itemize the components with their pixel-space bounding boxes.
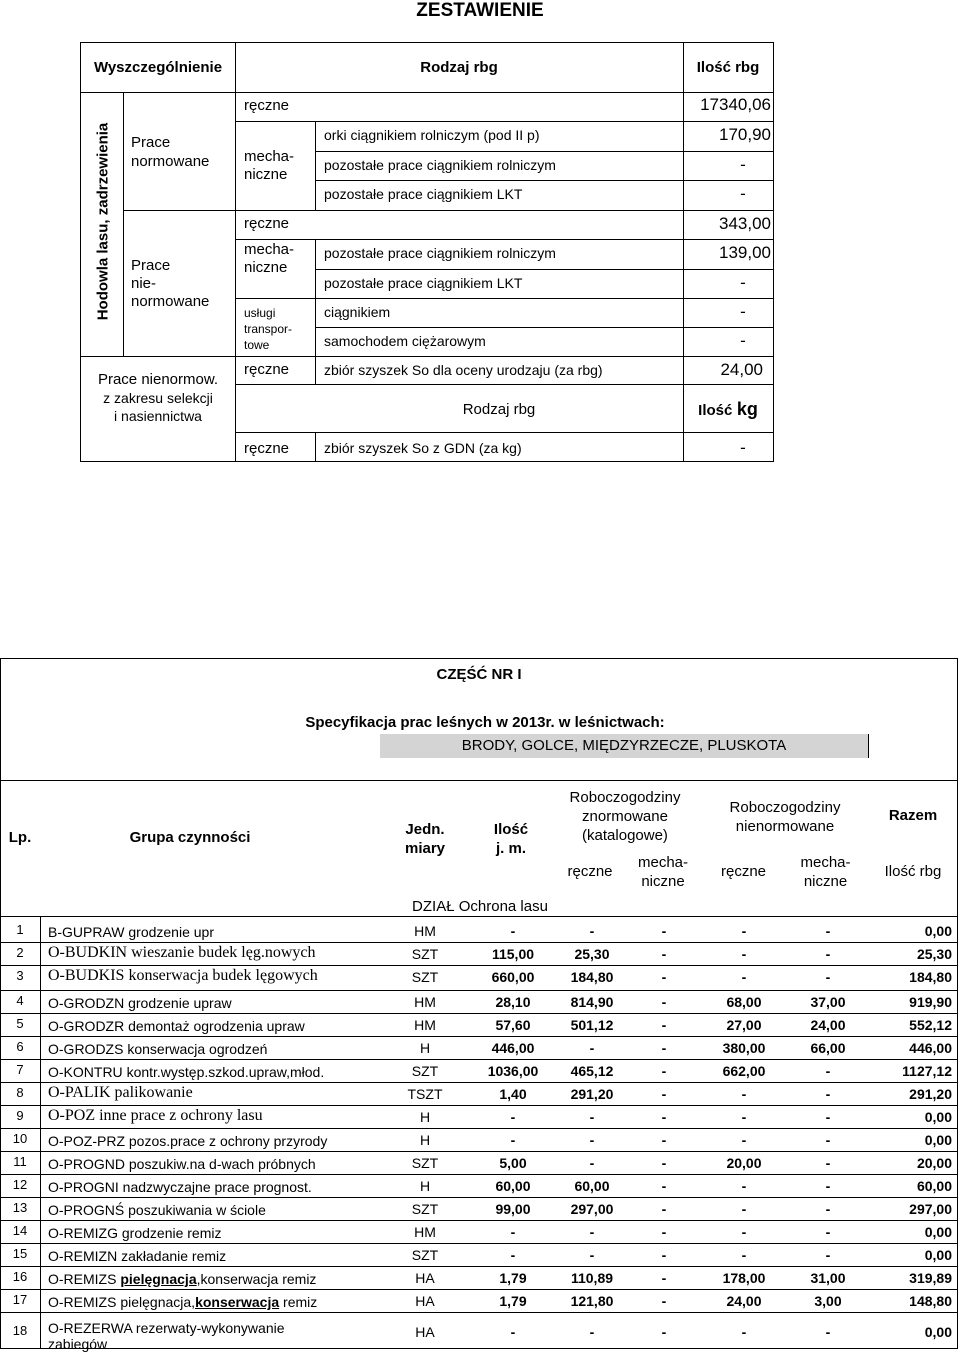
activity-desc: grodzenie upr bbox=[128, 924, 214, 940]
activity-desc: rezerwaty-wykonywanie bbox=[135, 1320, 285, 1336]
activity-desc: poszukiwania w ściole bbox=[128, 1202, 266, 1218]
row-lp: 12 bbox=[12, 1177, 28, 1192]
row-unit: HA bbox=[415, 1324, 435, 1340]
row-total: 319,89 bbox=[909, 1270, 952, 1286]
row-nienorm-reczne: 178,00 bbox=[722, 1270, 766, 1286]
row-norm-reczne: - bbox=[589, 1224, 595, 1240]
row-activity bbox=[48, 1064, 324, 1080]
label-reczne-1: ręczne bbox=[244, 97, 290, 114]
row-nienorm-reczne: 662,00 bbox=[722, 1063, 766, 1079]
places-bar: BRODY, GOLCE, MIĘDZYRZECZE, PLUSKOTA bbox=[380, 734, 869, 758]
row-total: 0,00 bbox=[924, 1247, 952, 1263]
row-nienorm-reczne: - bbox=[741, 1247, 747, 1263]
row-total: 0,00 bbox=[924, 1224, 952, 1240]
row-lp: 8 bbox=[16, 1085, 24, 1100]
row-lp: 7 bbox=[16, 1062, 24, 1077]
header-ilosc-jm: Ilość j. m. bbox=[493, 821, 529, 857]
row-qty: - bbox=[510, 1247, 516, 1263]
row-nienorm-mech: - bbox=[825, 946, 831, 962]
label-mech-2: mecha- niczne bbox=[244, 241, 295, 276]
row-lp: 14 bbox=[12, 1223, 28, 1238]
row-nienorm-mech: 66,00 bbox=[810, 1040, 846, 1056]
row-divider bbox=[0, 1082, 958, 1083]
row-norm-mech: - bbox=[661, 1224, 667, 1240]
spec-line: Specyfikacja prac leśnych w 2013r. w leśnictwach: bbox=[305, 714, 665, 731]
activity-desc: pielęgnacja, bbox=[120, 1294, 196, 1310]
sub-header-ilosc-kg: Ilość kg bbox=[698, 399, 758, 419]
activity-desc: kontr.występ.szkod.upraw,młod. bbox=[126, 1064, 325, 1080]
row-norm-reczne: - bbox=[589, 1040, 595, 1056]
row-total: 20,00 bbox=[916, 1155, 952, 1171]
row-unit: SZT bbox=[411, 1063, 439, 1079]
row-lp: 15 bbox=[12, 1246, 28, 1261]
page-title: ZESTAWIENIE bbox=[416, 0, 544, 21]
row-lp: 17 bbox=[12, 1292, 28, 1307]
activity-desc: poszukiw.na d-wach próbnych bbox=[128, 1156, 316, 1172]
row-value: - bbox=[740, 302, 746, 321]
row-norm-mech: - bbox=[661, 1155, 667, 1171]
activity-code: O-GRODZR bbox=[48, 1018, 125, 1034]
group-nienormowane: Prace nie- normowane bbox=[131, 257, 210, 310]
row-nienorm-reczne: 380,00 bbox=[722, 1040, 766, 1056]
row-norm-reczne: 814,90 bbox=[570, 994, 614, 1010]
row-unit: HM bbox=[414, 1017, 436, 1033]
row-norm-mech: - bbox=[661, 969, 667, 985]
row-divider bbox=[0, 1174, 958, 1175]
group-normowane: Prace normowane bbox=[131, 134, 210, 170]
row-unit: H bbox=[419, 1178, 431, 1194]
header-jedn: Jedn. miary bbox=[404, 821, 446, 857]
row-label: pozostałe prace ciągnikiem rolniczym bbox=[324, 157, 556, 173]
row-activity bbox=[48, 1202, 266, 1218]
label-reczne-4: ręczne bbox=[244, 440, 290, 457]
row-unit: SZT bbox=[411, 969, 439, 985]
row-lp: 6 bbox=[16, 1039, 24, 1054]
row-norm-mech: - bbox=[661, 1040, 667, 1056]
row-norm-mech: - bbox=[661, 1178, 667, 1194]
row-qty: 57,60 bbox=[495, 1017, 531, 1033]
activity-desc: demontaż ogrodzenia upraw bbox=[128, 1018, 305, 1034]
row-label: zbiór szyszek So dla oceny urodzaju (za rbg) bbox=[324, 362, 603, 378]
row-qty: 5,00 bbox=[499, 1155, 527, 1171]
row-divider bbox=[0, 1197, 958, 1198]
row-nienorm-mech: - bbox=[825, 1086, 831, 1102]
activity-code: O-GRODZS bbox=[48, 1041, 124, 1057]
row-norm-mech: - bbox=[661, 1247, 667, 1263]
activity-code: O-PALIK bbox=[48, 1084, 111, 1101]
row-lp: 18 bbox=[12, 1323, 28, 1338]
row-total: 297,00 bbox=[909, 1201, 952, 1217]
activity-code: O-REMIZG bbox=[48, 1225, 118, 1241]
row-nienorm-reczne: - bbox=[741, 1109, 747, 1125]
row-nienorm-reczne: 68,00 bbox=[726, 994, 762, 1010]
row-total: 552,12 bbox=[909, 1017, 952, 1033]
row-norm-mech: - bbox=[661, 1324, 667, 1340]
row-nienorm-reczne: 27,00 bbox=[726, 1017, 762, 1033]
row-nienorm-mech: - bbox=[825, 1201, 831, 1217]
label-mech-1: mecha- niczne bbox=[244, 148, 295, 183]
activity-code: O-PROGNŚ bbox=[48, 1202, 125, 1218]
row-total: 0,00 bbox=[924, 1324, 952, 1340]
row-activity bbox=[48, 944, 316, 962]
row-norm-reczne: 465,12 bbox=[570, 1063, 614, 1079]
activity-desc: zakładanie remiz bbox=[121, 1248, 227, 1264]
row-nienorm-mech: 31,00 bbox=[810, 1270, 846, 1286]
row-unit: HM bbox=[414, 1224, 436, 1240]
row-value: 24,00 bbox=[720, 360, 763, 379]
row-nienorm-reczne: - bbox=[741, 1224, 747, 1240]
row-total: 1127,12 bbox=[902, 1063, 952, 1079]
activity-desc: ,konserwacja remiz bbox=[196, 1271, 317, 1287]
row-qty: 446,00 bbox=[491, 1040, 535, 1056]
row-value: - bbox=[740, 273, 746, 292]
row-total: 291,20 bbox=[909, 1086, 952, 1102]
row-qty: 1,79 bbox=[499, 1270, 527, 1286]
row-divider bbox=[0, 942, 958, 943]
row-norm-mech: - bbox=[661, 994, 667, 1010]
row-qty: 28,10 bbox=[495, 994, 531, 1010]
row-total: 919,90 bbox=[909, 994, 952, 1010]
row-total: 25,30 bbox=[916, 946, 952, 962]
row-lp: 13 bbox=[12, 1200, 28, 1215]
activity-code: O-BUDKIS bbox=[48, 967, 125, 984]
row-nienorm-mech: - bbox=[825, 1132, 831, 1148]
header-reczne-nienorm: ręczne bbox=[720, 863, 767, 880]
row-value: 139,00 bbox=[719, 243, 771, 262]
part-title: CZĘŚĆ NR I bbox=[436, 666, 522, 683]
header-reczne-norm: ręczne bbox=[567, 863, 613, 880]
row-divider bbox=[0, 965, 958, 966]
row-activity bbox=[48, 924, 214, 940]
header-ilosc-rbg-total: Ilość rbg bbox=[884, 863, 942, 880]
row-unit: HA bbox=[415, 1293, 435, 1309]
row-qty: 99,00 bbox=[495, 1201, 531, 1217]
row-activity bbox=[48, 1225, 222, 1241]
row-value: - bbox=[740, 184, 746, 203]
row-unit: H bbox=[419, 1040, 431, 1056]
activity-code: O-POZ bbox=[48, 1107, 96, 1124]
row-nienorm-mech: - bbox=[825, 1109, 831, 1125]
row-qty: 60,00 bbox=[495, 1178, 531, 1194]
sub-header-rodzaj-rbg: Rodzaj rbg bbox=[462, 401, 536, 418]
row-lp: 9 bbox=[16, 1108, 24, 1123]
activity-code: O-POZ-PRZ bbox=[48, 1133, 125, 1149]
row-lp: 2 bbox=[16, 945, 24, 960]
row-norm-mech: - bbox=[661, 1086, 667, 1102]
row-norm-reczne: - bbox=[589, 923, 595, 939]
row-norm-reczne: 25,30 bbox=[574, 946, 610, 962]
row-norm-reczne: 121,80 bbox=[570, 1293, 614, 1309]
row-activity bbox=[48, 1018, 305, 1034]
row-unit: SZT bbox=[411, 946, 439, 962]
activity-desc: grodzenie upraw bbox=[128, 995, 232, 1011]
row-divider bbox=[0, 1059, 958, 1060]
row-unit: HM bbox=[414, 923, 436, 939]
row-lp: 16 bbox=[12, 1269, 28, 1284]
label-reczne-2: ręczne bbox=[244, 215, 290, 232]
row-unit: H bbox=[419, 1109, 431, 1125]
row-norm-reczne: - bbox=[589, 1109, 595, 1125]
row-label: pozostałe prace ciągnikiem LKT bbox=[324, 275, 523, 291]
header-mech-nienorm: mecha- niczne bbox=[800, 854, 851, 890]
activity-desc: inne prace z ochrony lasu bbox=[99, 1107, 263, 1124]
row-label: orki ciągnikiem rolniczym (pod II p) bbox=[324, 127, 540, 143]
row-nienorm-mech: - bbox=[825, 1324, 831, 1340]
row-total: 184,80 bbox=[909, 969, 952, 985]
row-norm-mech: - bbox=[661, 1017, 667, 1033]
label-uslugi: usługi transpor- towe bbox=[244, 306, 293, 352]
row-lp: 4 bbox=[16, 993, 24, 1008]
activity-desc: konserwacja budek lęgowych bbox=[128, 967, 318, 984]
row-activity bbox=[48, 1294, 317, 1310]
row-activity bbox=[48, 967, 318, 985]
row-qty: - bbox=[510, 1224, 516, 1240]
row-value: 343,00 bbox=[719, 214, 771, 233]
row-nienorm-reczne: - bbox=[741, 946, 747, 962]
activity-desc-after: remiz bbox=[279, 1294, 318, 1310]
row-total: 0,00 bbox=[924, 1109, 952, 1125]
row-activity bbox=[48, 1133, 327, 1149]
row-nienorm-mech: 3,00 bbox=[814, 1293, 842, 1309]
row-divider bbox=[0, 1312, 958, 1313]
row-divider bbox=[0, 1128, 958, 1129]
row-divider bbox=[0, 990, 958, 991]
row-divider bbox=[0, 1220, 958, 1221]
row-qty: - bbox=[510, 1324, 516, 1340]
row-activity bbox=[48, 1107, 263, 1125]
header-lp: Lp. bbox=[8, 829, 32, 846]
row-label: samochodem ciężarowym bbox=[324, 333, 486, 349]
row-nienorm-mech: - bbox=[825, 923, 831, 939]
activity-code: O-KONTRU bbox=[48, 1064, 123, 1080]
row-nienorm-mech: - bbox=[825, 1155, 831, 1171]
row-activity bbox=[48, 995, 232, 1011]
group-selekcja: Prace nienormow. z zakresu selekcji i nasiennictwa bbox=[97, 371, 219, 424]
row-norm-reczne: - bbox=[589, 1324, 595, 1340]
row-nienorm-mech: - bbox=[825, 969, 831, 985]
row-divider bbox=[0, 1289, 958, 1290]
header-nienormowane: Roboczogodziny nienormowane bbox=[729, 799, 841, 835]
header-znormowane: Roboczogodziny znormowane (katalogowe) bbox=[569, 789, 681, 844]
header-ilosc-rbg: Ilość rbg bbox=[696, 59, 760, 76]
row-nienorm-reczne: - bbox=[741, 969, 747, 985]
row-unit: SZT bbox=[411, 1155, 439, 1171]
row-nienorm-mech: 37,00 bbox=[810, 994, 846, 1010]
activity-code: O-PROGND bbox=[48, 1156, 125, 1172]
row-activity bbox=[48, 1271, 316, 1287]
activity-code: O-REMIZN bbox=[48, 1248, 118, 1264]
row-divider bbox=[0, 1151, 958, 1152]
row-label: ciągnikiem bbox=[324, 304, 391, 320]
activity-desc: wieszanie budek lęg.nowych bbox=[131, 944, 316, 961]
row-lp: 3 bbox=[16, 968, 24, 983]
row-norm-mech: - bbox=[661, 1270, 667, 1286]
activity-code: B-GUPRAW bbox=[48, 924, 125, 940]
row-qty: 660,00 bbox=[491, 969, 535, 985]
row-norm-mech: - bbox=[661, 1109, 667, 1125]
row-qty: - bbox=[510, 923, 516, 939]
row-divider bbox=[0, 1013, 958, 1014]
row-total: 0,00 bbox=[924, 923, 952, 939]
row-qty: 1,79 bbox=[499, 1293, 527, 1309]
row-label: pozostałe prace ciągnikiem rolniczym bbox=[324, 245, 556, 261]
activity-desc: pozos.prace z ochrony przyrody bbox=[128, 1133, 328, 1149]
activity-desc: palikowanie bbox=[114, 1084, 193, 1101]
row-norm-mech: - bbox=[661, 1063, 667, 1079]
row-nienorm-reczne: - bbox=[741, 1201, 747, 1217]
row-norm-reczne: - bbox=[589, 1155, 595, 1171]
row-norm-reczne: 110,89 bbox=[570, 1270, 614, 1286]
row-total: 0,00 bbox=[924, 1132, 952, 1148]
row-value: - bbox=[740, 438, 746, 457]
row-unit: SZT bbox=[411, 1247, 439, 1263]
activity-code: O-BUDKIN bbox=[48, 944, 128, 961]
row-activity bbox=[48, 1084, 193, 1102]
hodowla-vertical-label: Hodowla lasu, zadrzewienia bbox=[94, 122, 112, 321]
row-label: pozostałe prace ciągnikiem LKT bbox=[324, 186, 523, 202]
row-nienorm-reczne: - bbox=[741, 923, 747, 939]
row-norm-mech: - bbox=[661, 1201, 667, 1217]
row-value: 170,90 bbox=[719, 125, 771, 144]
row-value: - bbox=[740, 155, 746, 174]
row-nienorm-mech: - bbox=[825, 1247, 831, 1263]
activity-code: O-REZERWA bbox=[48, 1320, 133, 1336]
row-total: 446,00 bbox=[909, 1040, 952, 1056]
row-divider bbox=[0, 1243, 958, 1244]
activity-code: O-REMIZS bbox=[48, 1271, 117, 1287]
section-title: DZIAŁ Ochrona lasu bbox=[412, 898, 548, 915]
activity-code: O-PROGNI bbox=[48, 1179, 119, 1195]
header-rodzaj-rbg: Rodzaj rbg bbox=[420, 59, 498, 76]
row-nienorm-mech: - bbox=[825, 1063, 831, 1079]
row-nienorm-reczne: - bbox=[741, 1132, 747, 1148]
row-unit: HA bbox=[415, 1270, 435, 1286]
row-norm-reczne: 60,00 bbox=[574, 1178, 610, 1194]
row-unit: TSZT bbox=[407, 1086, 443, 1102]
row-activity bbox=[48, 1320, 285, 1352]
row-norm-reczne: 501,12 bbox=[570, 1017, 614, 1033]
activity-desc: nadzwyczajne prace prognost. bbox=[122, 1179, 312, 1195]
lp-column-divider bbox=[40, 917, 41, 1348]
row-qty: 1036,00 bbox=[487, 1063, 539, 1079]
summary-table bbox=[80, 42, 774, 462]
activity-desc-underlined: pielęgnacja bbox=[120, 1271, 197, 1287]
header-razem: Razem bbox=[888, 807, 938, 824]
row-norm-reczne: - bbox=[589, 1247, 595, 1263]
row-divider bbox=[0, 1266, 958, 1267]
row-total: 60,00 bbox=[916, 1178, 952, 1194]
activity-code: O-GRODZN bbox=[48, 995, 125, 1011]
row-total: 148,80 bbox=[909, 1293, 952, 1309]
row-qty: - bbox=[510, 1132, 516, 1148]
row-divider bbox=[0, 1036, 958, 1037]
row-lp: 5 bbox=[16, 1016, 24, 1031]
header-wyszczegolnienie: Wyszczególnienie bbox=[93, 59, 223, 76]
row-activity bbox=[48, 1179, 312, 1195]
row-unit: SZT bbox=[411, 1201, 439, 1217]
row-nienorm-reczne: - bbox=[741, 1324, 747, 1340]
row-unit: H bbox=[419, 1132, 431, 1148]
header-grupa: Grupa czynności bbox=[129, 829, 251, 846]
row-nienorm-mech: - bbox=[825, 1178, 831, 1194]
activity-desc: konserwacja ogrodzeń bbox=[127, 1041, 268, 1057]
row-divider bbox=[0, 1105, 958, 1106]
row-qty: 115,00 bbox=[491, 946, 535, 962]
activity-desc: grodzenie remiz bbox=[121, 1225, 222, 1241]
row-nienorm-mech: 24,00 bbox=[810, 1017, 846, 1033]
row-norm-mech: - bbox=[661, 923, 667, 939]
row-norm-mech: - bbox=[661, 946, 667, 962]
row-label: zbiór szyszek So z GDN (za kg) bbox=[324, 440, 522, 456]
row-norm-reczne: - bbox=[589, 1132, 595, 1148]
row-value: - bbox=[740, 331, 746, 350]
row-nienorm-reczne: - bbox=[741, 1178, 747, 1194]
row-nienorm-reczne: 24,00 bbox=[726, 1293, 762, 1309]
row-lp: 11 bbox=[13, 1154, 27, 1169]
row-activity bbox=[48, 1248, 226, 1264]
row-nienorm-reczne: - bbox=[741, 1086, 747, 1102]
row-activity bbox=[48, 1156, 316, 1172]
row-norm-mech: - bbox=[661, 1132, 667, 1148]
row-qty: 1,40 bbox=[499, 1086, 527, 1102]
activity-code: O-REMIZS bbox=[48, 1294, 117, 1310]
row-norm-reczne: 184,80 bbox=[570, 969, 614, 985]
activity-desc-line2: zabiegów bbox=[48, 1336, 108, 1352]
row-qty: - bbox=[510, 1109, 516, 1125]
row-norm-mech: - bbox=[661, 1293, 667, 1309]
row-lp: 1 bbox=[16, 922, 24, 937]
row-value: 17340,06 bbox=[700, 95, 771, 114]
row-norm-reczne: 297,00 bbox=[570, 1201, 614, 1217]
row-nienorm-reczne: 20,00 bbox=[726, 1155, 762, 1171]
row-norm-reczne: 291,20 bbox=[570, 1086, 614, 1102]
label-reczne-3: ręczne bbox=[244, 361, 290, 378]
header-mech-norm: mecha- niczne bbox=[637, 854, 689, 890]
row-unit: HM bbox=[414, 994, 436, 1010]
row-activity bbox=[48, 1041, 267, 1057]
activity-desc-underlined: konserwacja bbox=[195, 1294, 280, 1310]
row-lp: 10 bbox=[12, 1131, 28, 1146]
row-nienorm-mech: - bbox=[825, 1224, 831, 1240]
